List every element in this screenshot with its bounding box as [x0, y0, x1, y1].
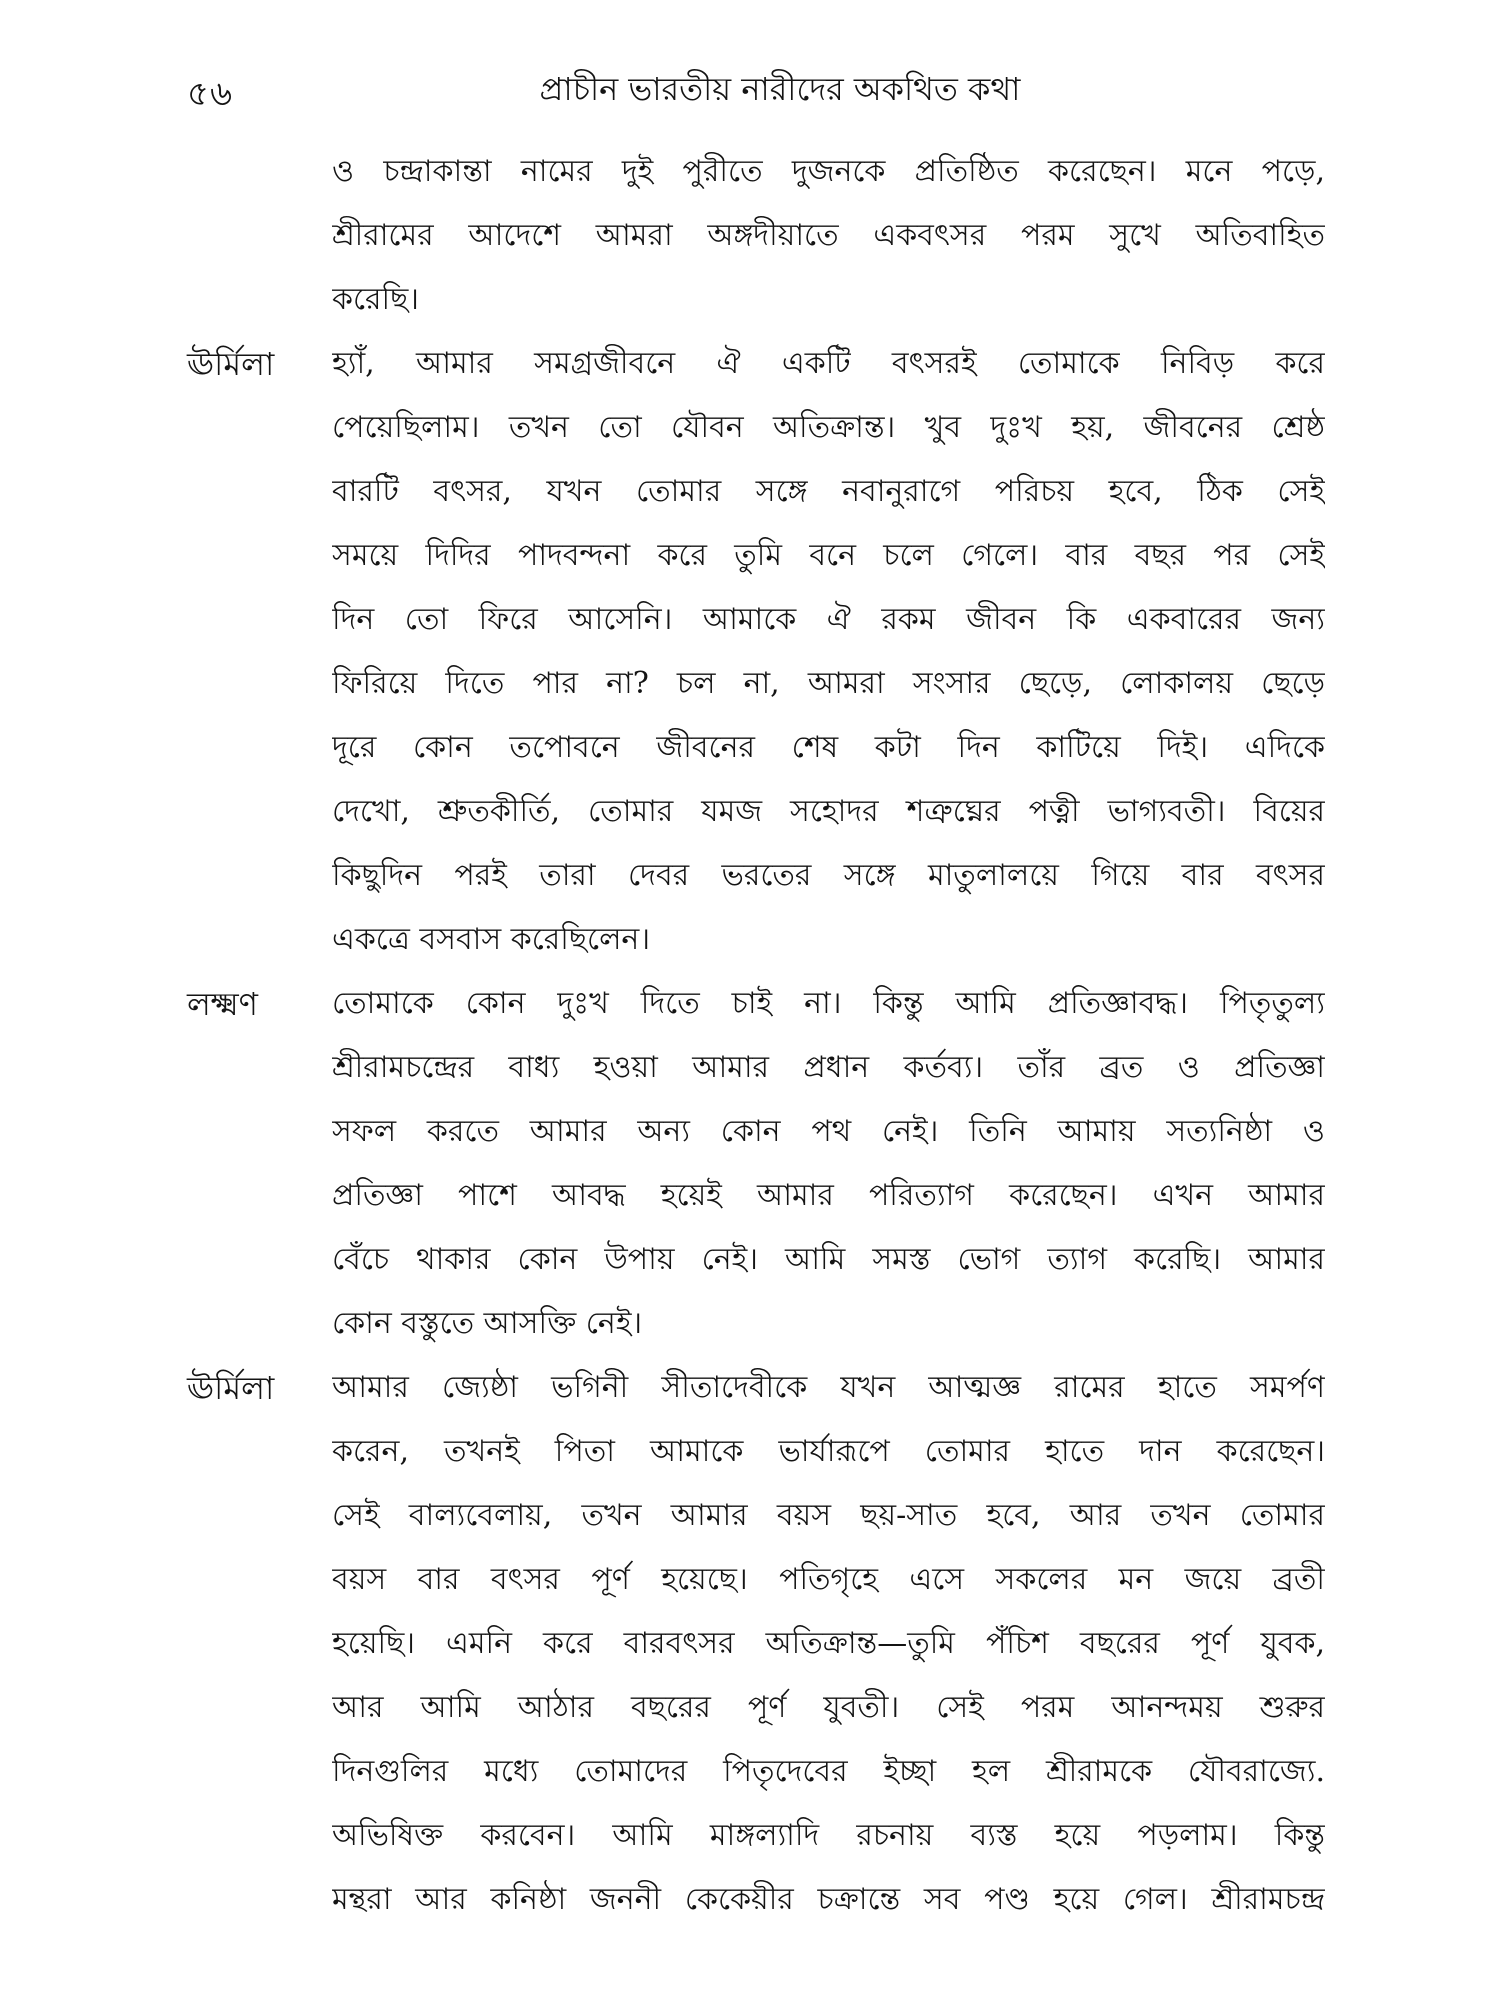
- speaker-name: লক্ষ্মণ: [187, 985, 258, 1023]
- text-line: হ্যাঁ, আমার সমগ্রজীবনে ঐ একটি বৎসরই তোমাকে নিবিড় করে: [332, 346, 1325, 381]
- text-line: একত্রে বসবাস করেছিলেন।: [332, 922, 651, 957]
- text-line: মন্থরা আর কনিষ্ঠা জননী কেকেয়ীর চক্রান্তে সব পণ্ড হয়ে গেল। শ্রীরামচন্দ্র: [332, 1882, 1325, 1917]
- dialogue-block-lakshman: [0, 972, 1500, 1356]
- text-line: কিছুদিন পরই তারা দেবর ভরতের সঙ্গে মাতুলালয়ে গিয়ে বার বৎসর: [332, 858, 1325, 893]
- text-line: সময়ে দিদির পাদবন্দনা করে তুমি বনে চলে গেলে। বার বছর পর সেই: [332, 538, 1325, 573]
- speaker-name: ঊর্মিলা: [187, 1369, 275, 1407]
- text-line: দিন তো ফিরে আসেনি। আমাকে ঐ রকম জীবন কি একবারের জন্য: [332, 602, 1325, 637]
- text-line: বারটি বৎসর, যখন তোমার সঙ্গে নবানুরাগে পরিচয় হবে, ঠিক সেই: [332, 474, 1325, 509]
- dialogue-block-urmila: [0, 1356, 1500, 1932]
- text-line: বেঁচে থাকার কোন উপায় নেই। আমি সমস্ত ভোগ ত্যাগ করেছি। আমার: [332, 1242, 1325, 1277]
- text-line: ও চন্দ্রাকান্তা নামের দুই পুরীতে দুজনকে প্রতিষ্ঠিত করেছেন। মনে পড়ে,: [332, 154, 1325, 189]
- text-line: করেন, তখনই পিতা আমাকে ভার্যারূপে তোমার হাতে দান করেছেন।: [332, 1434, 1325, 1469]
- page-number: ৫৬: [187, 74, 234, 114]
- running-head: [0, 58, 1500, 118]
- text-line: দূরে কোন তপোবনে জীবনের শেষ কটা দিন কাটিয়ে দিই। এদিকে: [332, 730, 1325, 765]
- text-line: আর আমি আঠার বছরের পূর্ণ যুবতী। সেই পরম আনন্দময় শুরুর: [332, 1690, 1325, 1725]
- text-line: শ্রীরামের আদেশে আমরা অঙ্গদীয়াতে একবৎসর পরম সুখে অতিবাহিত: [332, 218, 1325, 253]
- text-line: দিনগুলির মধ্যে তোমাদের পিতৃদেবের ইচ্ছা হল শ্রীরামকে যৌবরাজ্যে.: [332, 1754, 1325, 1789]
- continuation-paragraph: [0, 140, 1500, 332]
- text-line: সফল করতে আমার অন্য কোন পথ নেই। তিনি আমায় সত্যনিষ্ঠা ও: [332, 1114, 1325, 1149]
- text-line: কোন বস্তুতে আসক্তি নেই।: [332, 1306, 643, 1341]
- text-line: হয়েছি। এমনি করে বারবৎসর অতিক্রান্ত—তুমি পঁচিশ বছরের পূর্ণ যুবক,: [332, 1626, 1325, 1661]
- text-line: প্রতিজ্ঞা পাশে আবদ্ধ হয়েই আমার পরিত্যাগ করেছেন। এখন আমার: [332, 1178, 1325, 1213]
- dialogue-block-urmila: [0, 332, 1500, 972]
- text-line: শ্রীরামচন্দ্রের বাধ্য হওয়া আমার প্রধান কর্তব্য। তাঁর ব্রত ও প্রতিজ্ঞা: [332, 1050, 1325, 1085]
- text-line: আমার জ্যেষ্ঠা ভগিনী সীতাদেবীকে যখন আত্মজ্ঞ রামের হাতে সমর্পণ: [332, 1370, 1325, 1405]
- text-line: পেয়েছিলাম। তখন তো যৌবন অতিক্রান্ত। খুব দুঃখ হয়, জীবনের শ্রেষ্ঠ: [332, 410, 1325, 445]
- book-title: প্রাচীন ভারতীয় নারীদের অকথিত কথা: [539, 70, 1021, 108]
- dialogue-text: [0, 140, 1500, 1932]
- text-line: সেই বাল্যবেলায়, তখন আমার বয়স ছয়-সাত হবে, আর তখন তোমার: [332, 1498, 1325, 1533]
- text-line: অভিষিক্ত করবেন। আমি মাঙ্গল্যাদি রচনায় ব্যস্ত হয়ে পড়লাম। কিন্তু: [332, 1818, 1325, 1853]
- text-line: দেখো, শ্রুতকীর্তি, তোমার যমজ সহোদর শত্রুঘ্নের পত্নী ভাগ্যবতী। বিয়ের: [332, 794, 1325, 829]
- text-line: করেছি।: [332, 282, 420, 317]
- text-line: তোমাকে কোন দুঃখ দিতে চাই না। কিন্তু আমি প্রতিজ্ঞাবদ্ধ। পিতৃতুল্য: [332, 986, 1325, 1021]
- text-line: ফিরিয়ে দিতে পার না? চল না, আমরা সংসার ছেড়ে, লোকালয় ছেড়ে: [332, 666, 1325, 701]
- text-line: বয়স বার বৎসর পূর্ণ হয়েছে। পতিগৃহে এসে সকলের মন জয়ে ব্রতী: [332, 1562, 1325, 1597]
- speaker-name: ঊর্মিলা: [187, 345, 275, 383]
